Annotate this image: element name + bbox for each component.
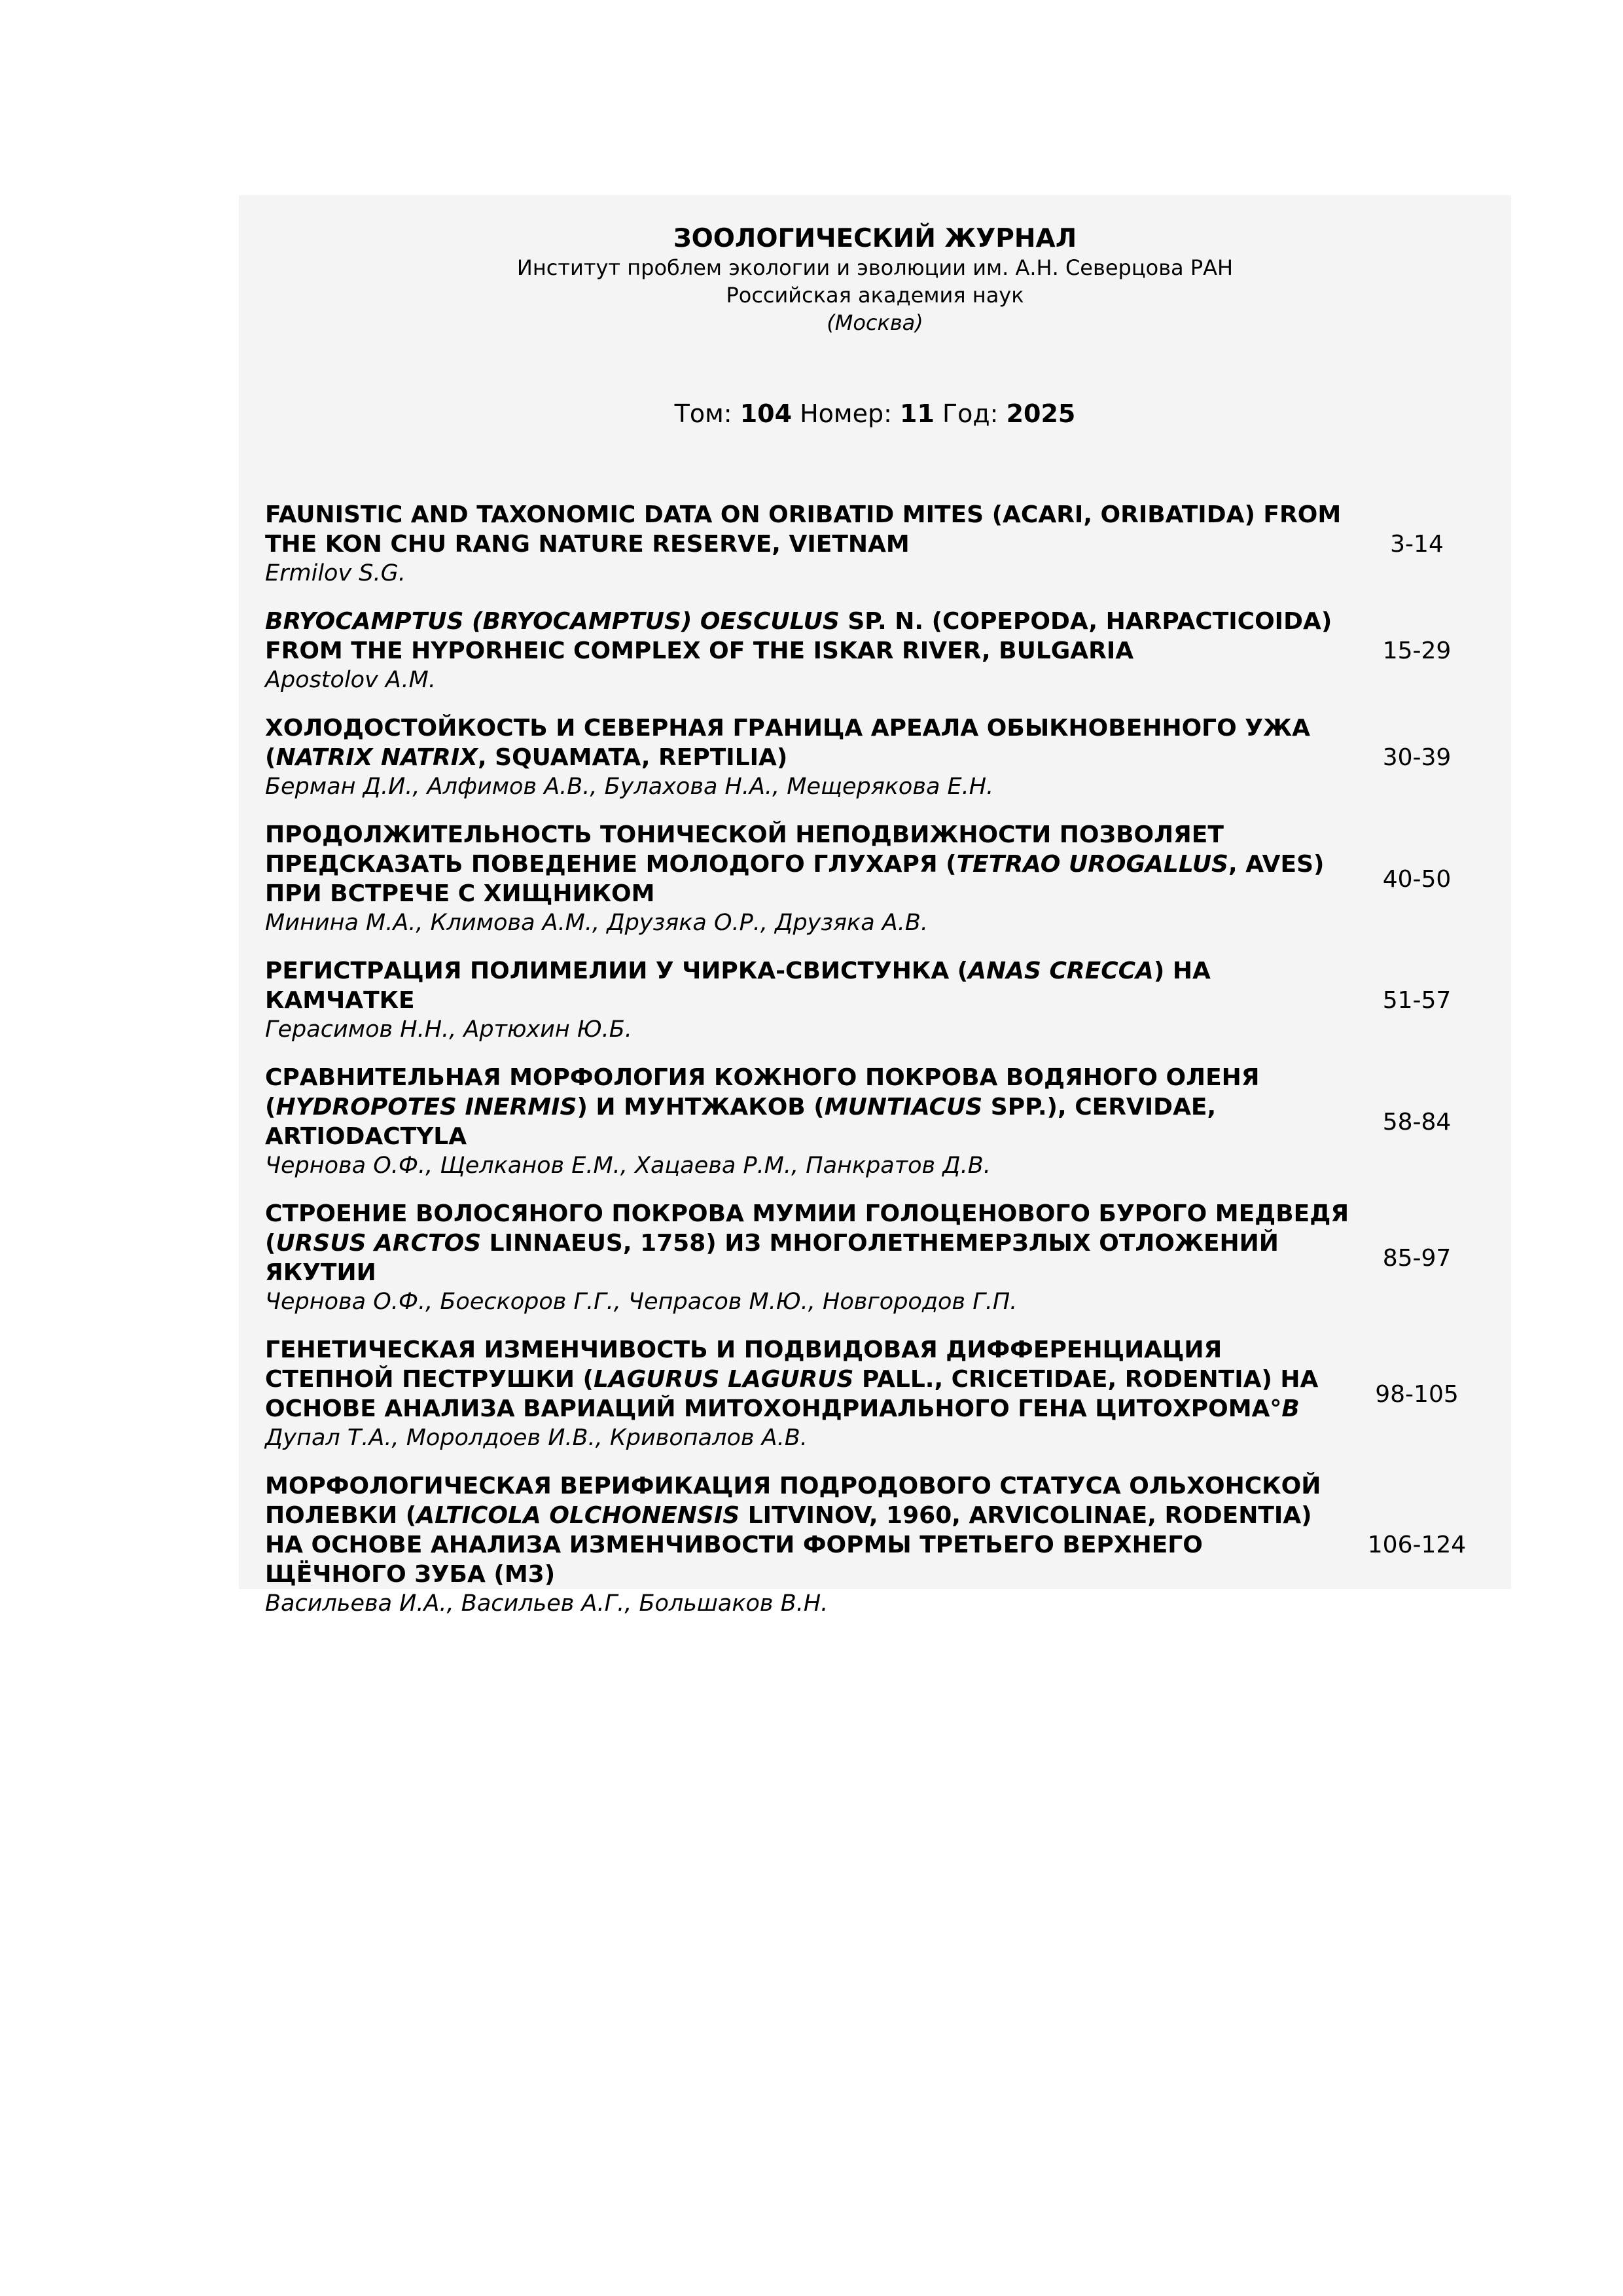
- article-authors: Чернова О.Ф., Боескоров Г.Г., Чепрасов М.Ю., Новгородов Г.П.: [265, 1289, 1018, 1315]
- article-title[interactable]: [265, 1335, 1351, 1424]
- article-title[interactable]: [265, 713, 1351, 772]
- article-title[interactable]: [265, 956, 1351, 1015]
- article-title-taxon: URSUS ARCTOS: [276, 1230, 482, 1257]
- article-pages: 15-29: [1382, 637, 1452, 664]
- toc-entry-text: [265, 500, 1351, 588]
- year-label: Год:: [942, 399, 999, 428]
- number-label: Номер:: [800, 399, 892, 428]
- toc-entry-text: [265, 820, 1351, 938]
- toc-entry[interactable]: [265, 1335, 1495, 1453]
- article-title-segment: ) НА КАМЧАТКЕ: [265, 958, 1211, 1014]
- table-of-contents: [265, 500, 1495, 1637]
- article-pages: 85-97: [1382, 1244, 1452, 1272]
- article-authors: Берман Д.И., Алфимов А.В., Булахова Н.А., Мещерякова Е.Н.: [265, 774, 994, 800]
- article-pages: 106-124: [1367, 1532, 1467, 1558]
- toc-entry[interactable]: [265, 1063, 1495, 1181]
- toc-entry-text: [265, 1335, 1351, 1453]
- journal-city: (Москва): [827, 310, 923, 335]
- article-pages: 30-39: [1382, 744, 1452, 771]
- article-title-segment: ХОЛОДОСТОЙКОСТЬ И СЕВЕРНАЯ ГРАНИЦА АРЕАЛА ОБЫКНОВЕННОГО УЖА (: [265, 715, 1310, 771]
- journal-academy: Российская академия наук: [726, 283, 1024, 308]
- article-title-taxon: BRYOCAMPTUS (BRYOCAMPTUS) OESCULUS: [265, 608, 840, 635]
- article-title-segment: LINNAEUS, 1758) ИЗ МНОГОЛЕТНЕМЕРЗЛЫХ ОТЛОЖЕНИЙ ЯКУТИИ: [265, 1230, 1279, 1286]
- journal-institute: Институт проблем экологии и эволюции им. А.Н. Северцова РАН: [516, 255, 1234, 280]
- article-title-taxon: MUNTIACUS: [824, 1094, 983, 1121]
- article-authors: Минина М.А., Климова А.М., Друзяка О.Р., Друзяка А.В.: [265, 910, 928, 936]
- volume-value: 104: [740, 399, 793, 428]
- number-value: 11: [900, 399, 935, 428]
- toc-entry-text: [265, 956, 1351, 1045]
- article-title[interactable]: [265, 500, 1351, 559]
- toc-entry[interactable]: [265, 607, 1495, 695]
- year-value: 2025: [1006, 399, 1076, 428]
- toc-entry[interactable]: [265, 956, 1495, 1045]
- toc-entry[interactable]: [265, 500, 1495, 588]
- article-title-segment: СТРОЕНИЕ ВОЛОСЯНОГО ПОКРОВА МУМИИ ГОЛОЦЕНОВОГО БУРОГО МЕДВЕДЯ (: [265, 1200, 1349, 1257]
- article-title-segment: СРАВНИТЕЛЬНАЯ МОРФОЛОГИЯ КОЖНОГО ПОКРОВА ВОДЯНОГО ОЛЕНЯ (: [265, 1064, 1260, 1121]
- toc-entry-text: [265, 1063, 1351, 1181]
- article-title-segment: SP. N. (COPEPODA, HARPACTICOIDA) FROM THE HYPORHEIC COMPLEX OF THE ISKAR RIVER, BULGARIA: [265, 608, 1332, 664]
- article-title-segment: FAUNISTIC AND TAXONOMIC DATA ON ORIBATID MITES (ACARI, ORIBATIDA) FROM THE KON CHU RANG NATURE RESERVE, VIETNAM: [265, 501, 1342, 558]
- article-title[interactable]: [265, 820, 1351, 908]
- article-title[interactable]: [265, 1199, 1351, 1287]
- toc-entry[interactable]: [265, 1471, 1495, 1619]
- toc-entry[interactable]: [265, 820, 1495, 938]
- article-title-segment: PALL., CRICETIDAE, RODENTIA) НА ОСНОВЕ АНАЛИЗА ВАРИАЦИЙ МИТОХОНДРИАЛЬНОГО ГЕНА ЦИТОХРОМА°: [265, 1366, 1319, 1422]
- toc-entry-text: [265, 607, 1351, 695]
- article-title-taxon: ANAS CRECCA: [968, 958, 1154, 984]
- article-pages: 51-57: [1382, 987, 1452, 1014]
- article-title-taxon: NATRIX NATRIX: [276, 744, 478, 771]
- article-title-segment: ) И МУНТЖАКОВ (: [577, 1094, 825, 1121]
- article-authors: Герасимов Н.Н., Артюхин Ю.Б.: [265, 1016, 632, 1043]
- article-title-taxon: HYDROPOTES INERMIS: [276, 1094, 577, 1121]
- journal-title: ЗООЛОГИЧЕСКИЙ ЖУРНАЛ: [673, 224, 1077, 253]
- article-title-taxon: ALTICOLA OLCHONENSIS: [416, 1502, 740, 1529]
- toc-panel: [239, 195, 1511, 1617]
- article-title-segment: ПРОДОЛЖИТЕЛЬНОСТЬ ТОНИЧЕСКОЙ НЕПОДВИЖНОСТИ ПОЗВОЛЯЕТ ПРЕДСКАЗАТЬ ПОВЕДЕНИЕ МОЛОДОГО ГЛУХАРЯ (: [265, 821, 1224, 878]
- article-title-segment: РЕГИСТРАЦИЯ ПОЛИМЕЛИИ У ЧИРКА-СВИСТУНКА (: [265, 958, 969, 984]
- toc-entry-text: [265, 1471, 1351, 1619]
- toc-entry[interactable]: [265, 1199, 1495, 1317]
- article-pages: 58-84: [1382, 1108, 1452, 1136]
- toc-entry[interactable]: [265, 713, 1495, 802]
- article-title-taxon: TETRAO UROGALLUS: [956, 851, 1228, 878]
- toc-entry-text: [265, 713, 1351, 802]
- article-authors: Ermilov S.G.: [265, 560, 406, 586]
- article-pages: 98-105: [1375, 1380, 1459, 1408]
- article-authors: Васильева И.А., Васильев А.Г., Большаков В.Н.: [265, 1590, 829, 1617]
- article-title-segment: , SQUAMATA, REPTILIA): [477, 744, 788, 771]
- article-title-segment: LITVINOV, 1960, ARVICOLINAE, RODENTIA) НА ОСНОВЕ АНАЛИЗА ИЗМЕНЧИВОСТИ ФОРМЫ ТРЕТЬЕГО ВЕРХНЕГО ЩЁЧНОГО ЗУБА (M3): [265, 1502, 1312, 1588]
- article-title-segment: SPP.), CERVIDAE, ARTIODACTYLA: [265, 1094, 1217, 1150]
- issue-info: [239, 399, 1511, 428]
- article-title[interactable]: [265, 1063, 1351, 1151]
- article-pages: 40-50: [1382, 865, 1452, 893]
- article-title-taxon: B: [1281, 1395, 1300, 1422]
- article-title-segment: МОРФОЛОГИЧЕСКАЯ ВЕРИФИКАЦИЯ ПОДРОДОВОГО СТАТУСА ОЛЬХОНСКОЙ ПОЛЕВКИ (: [265, 1473, 1321, 1529]
- article-authors: Чернова О.Ф., Щелканов Е.М., Хацаева Р.М., Панкратов Д.В.: [265, 1153, 991, 1179]
- article-title[interactable]: [265, 1471, 1351, 1589]
- article-title-segment: , AVES) ПРИ ВСТРЕЧЕ С ХИЩНИКОМ: [265, 851, 1325, 907]
- toc-entry-text: [265, 1199, 1351, 1317]
- volume-label: Том:: [674, 399, 732, 428]
- article-title-segment: ГЕНЕТИЧЕСКАЯ ИЗМЕНЧИВОСТЬ И ПОДВИДОВАЯ ДИФФЕРЕНЦИАЦИЯ СТЕПНОЙ ПЕСТРУШКИ (: [265, 1336, 1222, 1393]
- article-pages: 3-14: [1390, 531, 1444, 558]
- article-authors: Дупал Т.А., Моролдоев И.В., Кривопалов А.В.: [265, 1425, 808, 1451]
- article-title-taxon: LAGURUS LAGURUS: [593, 1366, 854, 1393]
- article-authors: Apostolov A.M.: [265, 667, 436, 693]
- article-title[interactable]: [265, 607, 1351, 666]
